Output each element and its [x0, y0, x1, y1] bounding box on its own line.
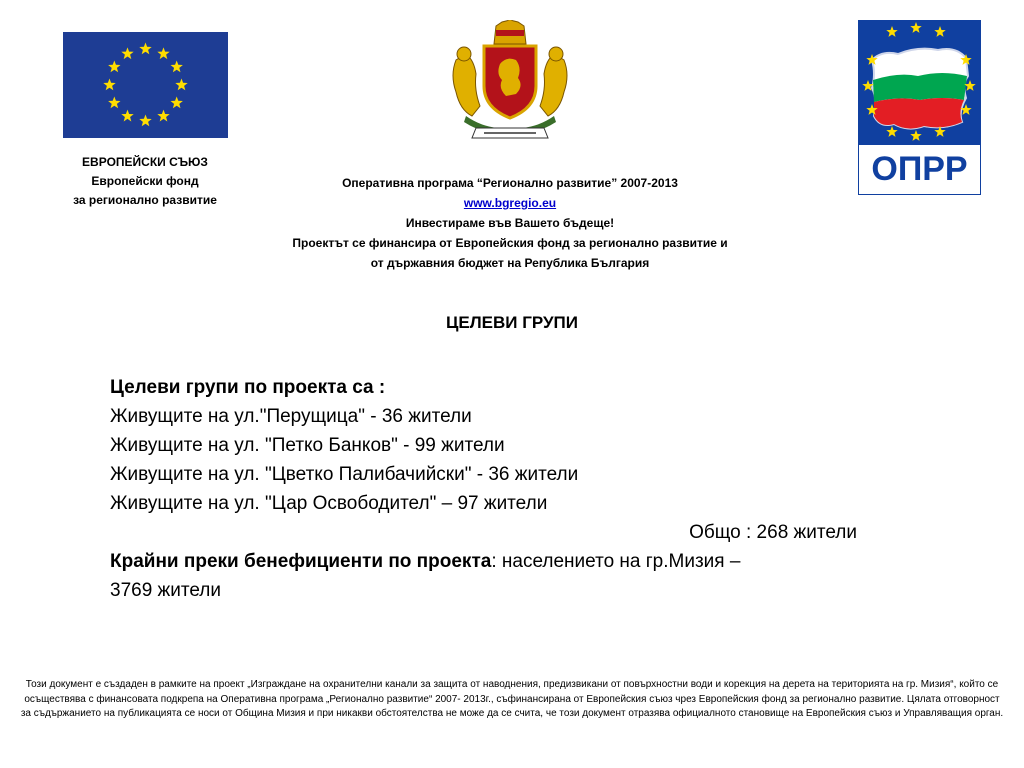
- program-website-link[interactable]: www.bgregio.eu: [463, 196, 557, 210]
- eu-caption-line1: ЕВРОПЕЙСКИ СЪЮЗ: [82, 155, 208, 169]
- beneficiaries-text: : населението на гр.Мизия –: [491, 551, 741, 572]
- resident-line: Живущите на ул. "Цветко Палибачийски" - 36 жители: [110, 464, 579, 485]
- resident-line: Живущите на ул. "Цар Освободител" – 97 жители: [110, 493, 548, 514]
- section-title: ЦЕЛЕВИ ГРУПИ: [445, 313, 578, 332]
- resident-line: Живущите на ул."Перущица" - 36 жители: [110, 406, 472, 427]
- program-info: [230, 173, 790, 273]
- program-slogan: Инвестираме във Вашето бъдеще!: [405, 216, 615, 230]
- beneficiaries-count: 3769 жители: [110, 580, 221, 601]
- target-groups-content: [110, 373, 900, 605]
- opr-logo-text: ОПРР: [871, 150, 968, 188]
- beneficiaries-line: [110, 547, 900, 576]
- footer-disclaimer: Този документ е създаден в рамките на проект „Изграждане на охранителни канали за защита от наводнения, предизвикани от повърхностни води и корекция на дерета на територията на гр. Мизия“, който се осъществява с финансовата подкрепа на Оперативна програма „Регионално развитие“ 2007- 2013г., съфинансирана от Европейския съюз чрез Европейския фонд за регионално развитие. Цялата отговорност за съдържанието на публикацията се носи от Община Мизия и при никакви обстоятелства не може да се счита, че този документ отразява официалното становище на Европейския съюз и Управляващия орган.: [20, 679, 1004, 719]
- target-groups-heading: Целеви групи по проекта са :: [110, 377, 386, 398]
- resident-line: Живущите на ул. "Петко Банков" - 99 жители: [110, 435, 505, 456]
- eu-caption-line3: за регионално развитие: [73, 193, 217, 207]
- eu-caption-line2: Европейски фонд: [91, 174, 199, 188]
- program-name: Оперативна програма “Регионално развитие” 2007-2013: [342, 176, 678, 190]
- beneficiaries-label: Крайни преки бенефициенти по проекта: [110, 551, 492, 572]
- opr-program-logo: [858, 20, 981, 195]
- eu-flag-logo: [63, 32, 228, 138]
- bulgaria-coat-of-arms-logo: [446, 20, 574, 142]
- program-funding-line2: от държавния бюджет на Република България: [370, 256, 650, 270]
- program-funding-line1: Проектът се финансира от Европейския фонд за регионално развитие и: [292, 236, 728, 250]
- residents-total: Общо : 268 жители: [689, 522, 857, 543]
